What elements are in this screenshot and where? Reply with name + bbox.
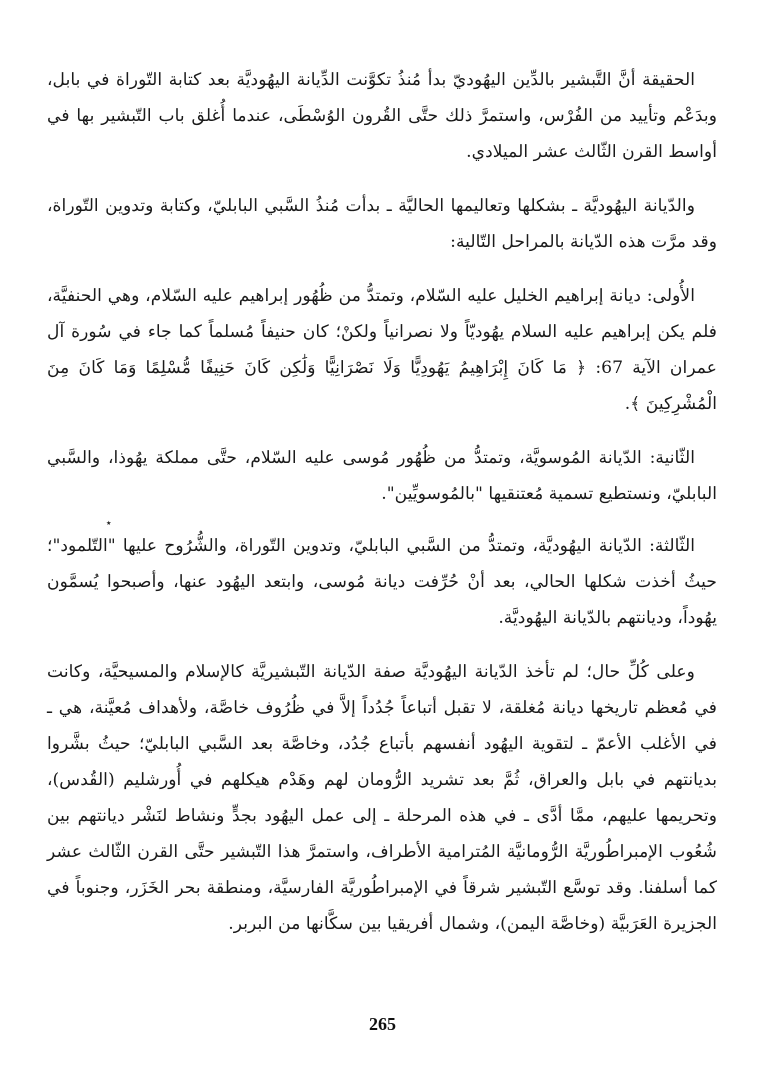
paragraph-6: وعلى كُلِّ حال؛ لم تأخذ الدّيانة اليهُوديَّة صفة الدّيانة التّبشيريَّة كالإسلام والمسيحيَّة، وكانت في مُعظم تاريخها ديانة مُغلقة، لا تقبل أتباعاً جُدُداً إلاَّ في ظُرُوف خاصَّة، ولأهداف مُعيَّنة، هي ـ في الأغلب الأعمّ ـ لتقوية اليهُود أنفسهم بأتباع جُدُد، وخاصَّة بعد السَّبي البابليّ؛ حيثُ بشَّروا بديانتهم في بابل والعراق، ثُمَّ بعد تشريد الرُّومان لهم وهَدْم هيكلهم في أُورشليم (القُدس)، وتحريمها عليهم، ممَّا أدَّى ـ في هذه المرحلة ـ إلى عمل اليهُود بجدٍّ ونشاط لنَشْر ديانتهم بين شُعُوب الإمبراطُوريَّة الرُّومانيَّة المُترامية الأطراف، واستمرَّ هذا التّبشير حتَّى القرن الثّالث عشر كما أسلفنا. وقد توسَّع التّبشير شرقاً في الإمبراطُوريَّة الفارسيَّة، ومنطقة بحر الخَزَر، وجنوباً في الجزيرة العَرَبيَّة (وخاصَّة اليمن)، وشمال أفريقيا بين سكَّانها من البربر. bbox=[47, 662, 717, 934]
paragraph-2: والدّيانة اليهُوديَّة ـ بشكلها وتعاليمها الحاليَّة ـ بدأت مُنذُ السَّبي البابليّ، وكتابة وتدوين التّوراة، وقد مرَّت هذه الدّيانة بالمراحل التّالية: bbox=[47, 196, 717, 252]
paragraph-4: الثّانية: الدّيانة المُوسويَّة، وتمتدُّ من ظُهُور مُوسى عليه السّلام، حتَّى مملكة يهُوذا، والسَّبي البابليّ، ونستطيع تسمية مُعتنقيها "بالمُوسويِّين". bbox=[47, 448, 717, 504]
paragraph-5: الثّالثة: الدّيانة اليهُوديَّة، وتمتدُّ من السَّبي البابليّ، وتدوين التّوراة، والشُّرُوح عليها "التّلمود"؛ حيثُ أخذت شكلها الحالي، بعد أنْ حُرِّفت ديانة مُوسى، وابتعد اليهُود عنها، وأصبحوا يُسمَّون يهُوداً، وديانتهم بالدّيانة اليهُوديَّة. bbox=[47, 536, 717, 628]
stray-mark: ٭ bbox=[106, 518, 112, 529]
paragraph-3: الأُولى: ديانة إبراهيم الخليل عليه السّلام، وتمتدُّ من ظُهُور إبراهيم عليه السّلام، وهي الحنفيَّة، فلم يكن إبراهيم عليه السلام يهُوديّاً ولا نصرانياً ولكنْ؛ كان حنيفاً مُسلماً كما جاء في سُورة آل عمران الآية 67: ﴿ مَا كَانَ إِبْرَاهِيمُ يَهُودِيًّا وَلَا نَصْرَانِيًّا وَلَٰكِن كَانَ حَنِيفًا مُّسْلِمًا وَمَا كَانَ مِنَ الْمُشْرِكِينَ ﴾. bbox=[47, 286, 717, 414]
page-number: 265 bbox=[369, 1014, 396, 1034]
paragraph-1: الحقيقة أنَّ التَّبشير بالدِّين اليهُوديّ بدأ مُنذُ تكوَّنت الدِّيانة اليهُوديَّة بعد كتابة التّوراة في بابل، وبدَعْم وتأييد من الفُرْس، واستمرَّ ذلك حتَّى القُرون الوُسْطَى، عندما أُغلق باب التّبشير بها في أواسط القرن الثّالث عشر الميلادي. bbox=[47, 70, 717, 162]
page-body bbox=[47, 62, 717, 960]
